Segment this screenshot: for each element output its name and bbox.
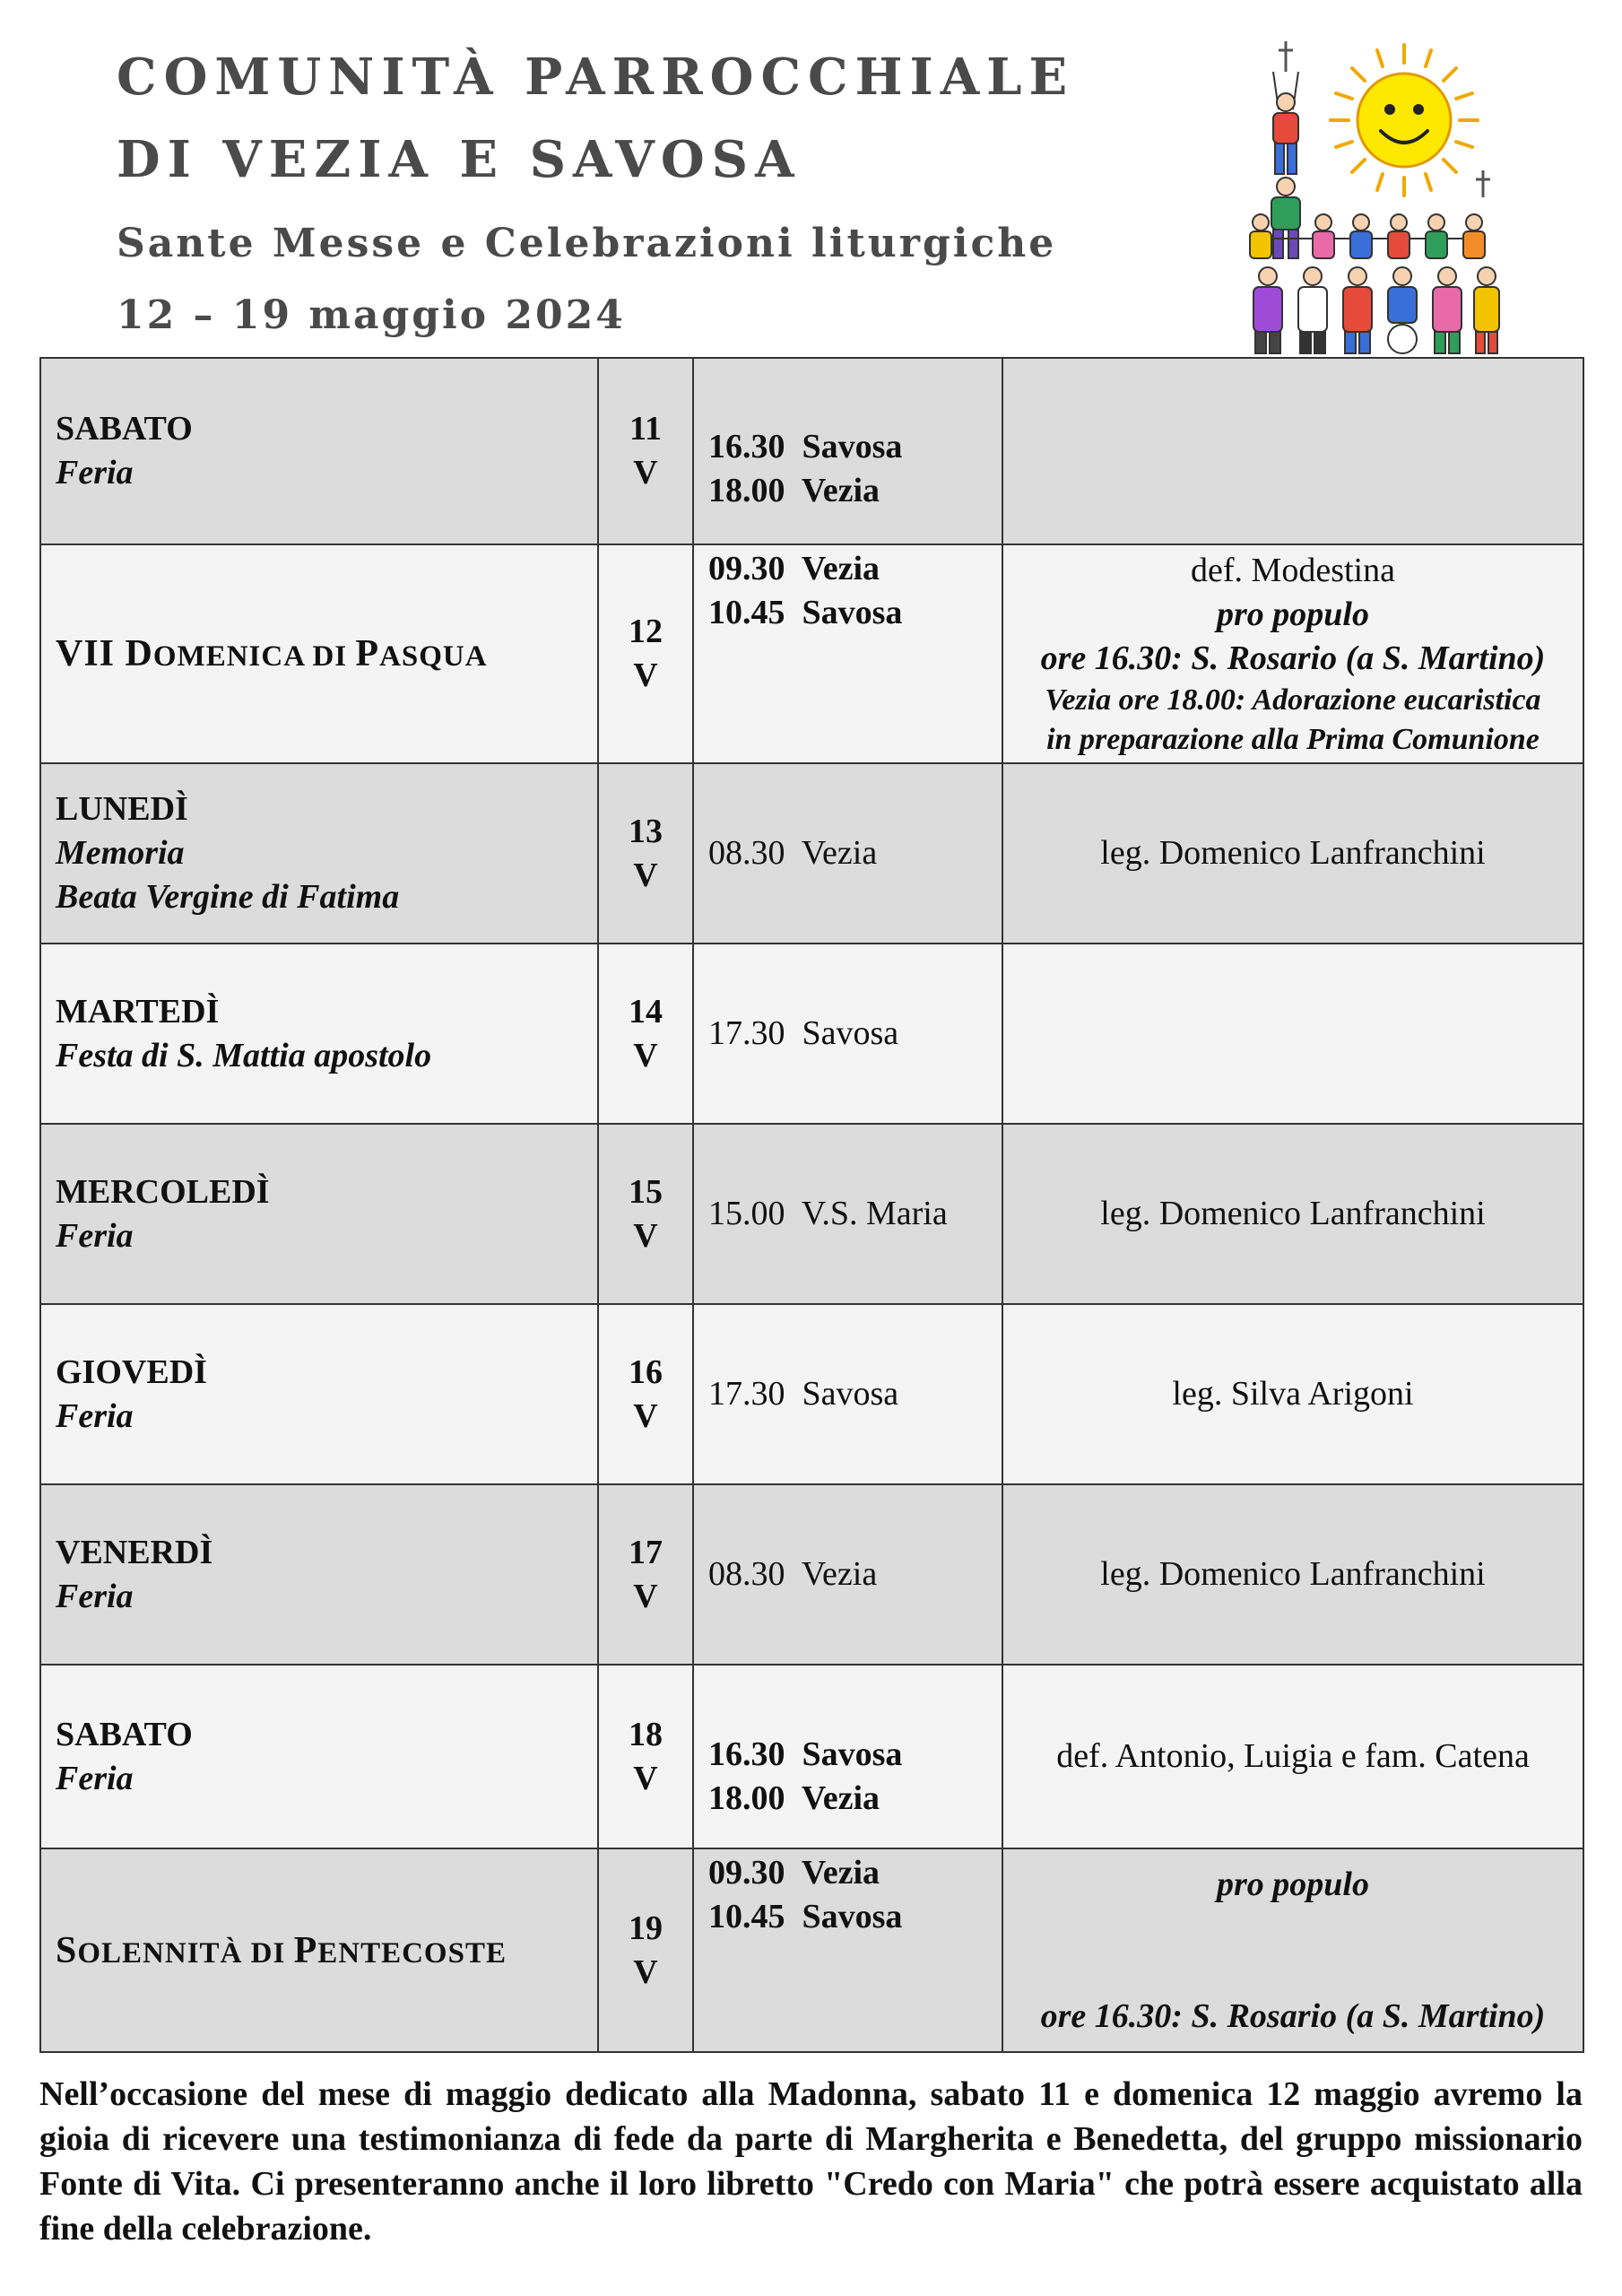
- table-row: [40, 763, 1583, 944]
- liturgical-color: V: [633, 856, 658, 894]
- mass-intention: pro populo: [1217, 595, 1369, 633]
- table-row: [40, 358, 1583, 544]
- day-cell: [40, 944, 598, 1124]
- adoration-note: in preparazione alla Prima Comunione: [1046, 722, 1540, 756]
- notes-cell: [1002, 944, 1583, 1124]
- day-name: MERCOLEDÌ: [56, 1172, 270, 1211]
- day-cell: [40, 1484, 598, 1665]
- masses-cell: [693, 1665, 1002, 1848]
- notes-cell: [1002, 1304, 1583, 1484]
- mass-intention: def. Antonio, Luigia e fam. Catena: [1056, 1737, 1530, 1775]
- liturgical-color: V: [633, 1396, 658, 1435]
- liturgical-color: V: [633, 657, 658, 694]
- day-name-smallcaps: SOLENNITÀ DI PENTECOSTE: [56, 1929, 507, 1971]
- liturgical-color: V: [633, 1036, 658, 1074]
- mass-time: 08.30 Vezia: [708, 834, 878, 872]
- mass-time: 09.30 Vezia: [708, 550, 880, 587]
- subtitle-date-range: 12 – 19 maggio 2024: [117, 292, 626, 338]
- mass-time: 10.45 Savosa: [708, 594, 903, 631]
- masses-cell: [693, 544, 1002, 763]
- date-cell: [598, 763, 693, 944]
- day-name: MARTEDÌ: [56, 992, 220, 1031]
- parish-title-line1: COMUNITÀ PARROCCHIALE: [117, 48, 1075, 107]
- adoration-note: Vezia ore 18.00: Adorazione eucaristica: [1045, 683, 1541, 717]
- mass-time: 15.00 V.S. Maria: [708, 1195, 948, 1232]
- celebration-type: Feria: [56, 1396, 134, 1435]
- day-cell: [40, 763, 598, 944]
- liturgical-color: V: [633, 1216, 658, 1255]
- date-number: 18: [629, 1715, 663, 1753]
- date-cell: [598, 1124, 693, 1304]
- mass-time: 16.30 Savosa: [708, 1735, 903, 1773]
- celebration-type: Memoria: [56, 834, 185, 872]
- notes-cell: [1002, 1665, 1583, 1848]
- date-number: 15: [629, 1172, 663, 1211]
- notes-cell: [1002, 1484, 1583, 1665]
- masses-cell: [693, 1304, 1002, 1484]
- date-number: 13: [629, 812, 663, 850]
- day-cell: [40, 1304, 598, 1484]
- day-name: SABATO: [56, 410, 193, 448]
- date-cell: [598, 1304, 693, 1484]
- notes-cell: [1002, 763, 1583, 944]
- masses-cell: [693, 1484, 1002, 1665]
- day-name: SABATO: [56, 1715, 193, 1753]
- table-row: [40, 1848, 1583, 2052]
- mass-time: 08.30 Vezia: [708, 1555, 878, 1593]
- day-cell: [40, 358, 598, 544]
- masses-cell: [693, 944, 1002, 1124]
- rosary-note: ore 16.30: S. Rosario (a S. Martino): [1040, 639, 1546, 677]
- day-cell: [40, 1124, 598, 1304]
- day-name: VENERDÌ: [56, 1533, 213, 1571]
- liturgical-color: V: [633, 454, 658, 491]
- day-name: LUNEDÌ: [56, 790, 188, 828]
- mass-time: 17.30 Savosa: [708, 1014, 899, 1052]
- notes-cell: [1002, 544, 1583, 763]
- notes-cell: [1002, 1124, 1583, 1304]
- date-number: 12: [629, 613, 663, 650]
- masses-cell: [693, 763, 1002, 944]
- mass-intention: leg. Silva Arigoni: [1172, 1375, 1414, 1413]
- mass-time: 17.30 Savosa: [708, 1375, 899, 1413]
- date-cell: [598, 358, 693, 544]
- table-row: [40, 1124, 1583, 1304]
- rosary-note: ore 16.30: S. Rosario (a S. Martino): [1040, 1996, 1546, 2035]
- date-cell: [598, 1848, 693, 2052]
- mass-time: 18.00 Vezia: [708, 472, 880, 509]
- celebration-type: Feria: [56, 1216, 134, 1255]
- celebration-name: Beata Vergine di Fatima: [56, 878, 400, 916]
- mass-time: 09.30 Vezia: [708, 1854, 880, 1892]
- date-cell: [598, 544, 693, 763]
- liturgical-color: V: [633, 1759, 658, 1797]
- mass-intention: leg. Domenico Lanfranchini: [1100, 834, 1486, 872]
- mass-intention: leg. Domenico Lanfranchini: [1100, 1195, 1486, 1232]
- date-cell: [598, 944, 693, 1124]
- celebration-name: Festa di S. Mattia apostolo: [56, 1036, 432, 1074]
- date-cell: [598, 1484, 693, 1665]
- celebration-type: Feria: [56, 454, 134, 491]
- liturgical-color: V: [633, 1577, 658, 1615]
- mass-time: 18.00 Vezia: [708, 1779, 880, 1817]
- mass-intention: leg. Domenico Lanfranchini: [1100, 1555, 1486, 1593]
- mass-time: 16.30 Savosa: [708, 428, 903, 465]
- table-row: [40, 1484, 1583, 1665]
- mass-schedule-table: [39, 357, 1584, 2053]
- announcement-paragraph: Nell’occasione del mese di maggio dedicato alla Madonna, sabato 11 e domenica 12 maggio avremo la gioia di ricevere una testimonianza di fede da parte di Margherita e Benedetta, del gruppo missionario Fonte di Vita. Ci presenteranno anche il loro libretto "Credo con Maria" che potrà essere acquistato alla fine della celebrazione.: [39, 2075, 1583, 2248]
- day-name-smallcaps: VII DOMENICA DI PASQUA: [56, 633, 488, 674]
- subtitle-line1: Sante Messe e Celebrazioni liturgiche: [117, 221, 1057, 266]
- masses-cell: [693, 1124, 1002, 1304]
- notes-cell: [1002, 358, 1583, 544]
- mass-time: 10.45 Savosa: [708, 1898, 903, 1935]
- children-pyramid-sun-illustration: [1246, 36, 1506, 359]
- table-row: [40, 1304, 1583, 1484]
- celebration-type: Feria: [56, 1759, 134, 1797]
- date-number: 11: [629, 410, 662, 448]
- mass-intention: pro populo: [1217, 1865, 1369, 1903]
- notes-cell: [1002, 1848, 1583, 2052]
- date-number: 19: [629, 1909, 663, 1947]
- date-number: 14: [629, 992, 663, 1031]
- day-cell: [40, 1848, 598, 2052]
- masses-cell: [693, 1848, 1002, 2052]
- day-name: GIOVEDÌ: [56, 1352, 207, 1391]
- table-row: [40, 544, 1583, 763]
- mass-intention: def. Modestina: [1191, 551, 1395, 589]
- table-row: [40, 1665, 1583, 1848]
- liturgical-color: V: [633, 1952, 658, 1991]
- masses-cell: [693, 358, 1002, 544]
- day-cell: [40, 544, 598, 763]
- table-row: [40, 944, 1583, 1124]
- celebration-type: Feria: [56, 1577, 134, 1615]
- day-cell: [40, 1665, 598, 1848]
- date-number: 16: [629, 1352, 663, 1391]
- date-number: 17: [629, 1533, 663, 1571]
- date-cell: [598, 1665, 693, 1848]
- header: [117, 36, 1237, 344]
- parish-title-line2: DI VEZIA E SAVOSA: [117, 130, 802, 189]
